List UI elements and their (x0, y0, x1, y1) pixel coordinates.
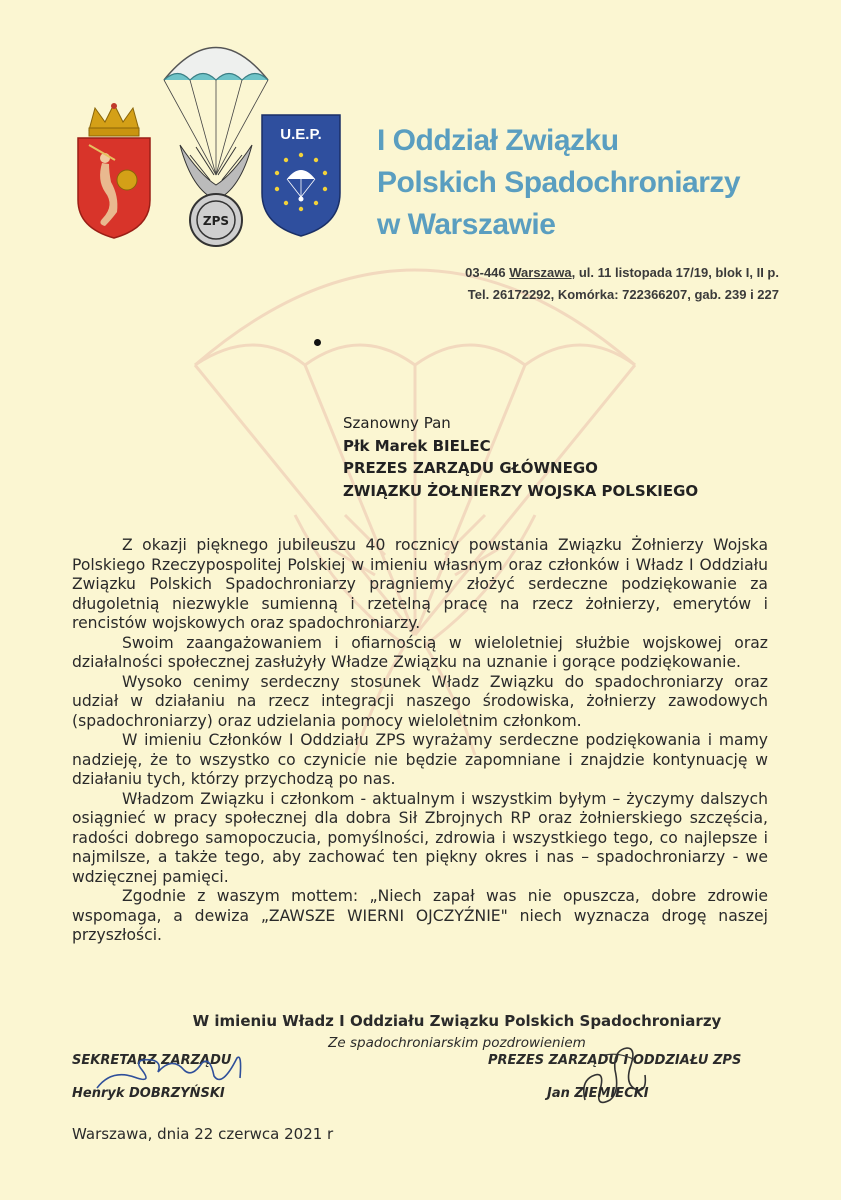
uep-shield-icon (260, 113, 342, 238)
recipient-name: Płk Marek BIELEC (343, 436, 491, 455)
address-prefix: 03-446 (465, 265, 510, 280)
right-signatory-title: PREZES ZARZĄDU I ODDZIAŁU ZPS (488, 1053, 742, 1068)
body-paragraph: Władzom Związku i członkom - aktualnym i wszystkim byłym – życzymy dalszych osiągnieć w pracy społecznej dla dobra Sił Zbrojnych RP oraz żołnierskiego szczęścia, radości dobrego samopoczucia, pomyślności, zdrowia i wszystkiego tego, co najlepsze i najmilsze, a także tego, aby zachować ten piękny okres i nas – spadochroniarzy - we wdzięcznej pamięci. (72, 789, 768, 886)
recipient-position-line-2: ZWIĄZKU ŻOŁNIERZY WOJSKA POLSKIEGO (343, 481, 699, 500)
zps-parachute-emblem-icon (160, 25, 272, 260)
org-title-line-2: Polskich Spadochroniarzy (377, 166, 741, 199)
left-signatory-name: Henryk DOBRZYŃSKI (72, 1086, 225, 1101)
ink-dot (314, 339, 321, 346)
body-paragraph: Swoim zaangażowaniem i ofiarnością w wieloletniej służbie wojskowej oraz działalności społecznej zasłużyły Władze Związku na uznanie i gorące podziękowanie. (72, 633, 768, 671)
address-rest: , ul. 11 listopada 17/19, blok I, II p. (571, 265, 779, 280)
recipient-salutation: Szanowny Pan (343, 414, 451, 432)
recipient-position-line-1: PREZES ZARZĄDU GŁÓWNEGO (343, 459, 598, 477)
right-signatory-name: Jan ZIEMIECKI (547, 1086, 649, 1101)
body-paragraph: Z okazji pięknego jubileuszu 40 rocznicy powstania Związku Żołnierzy Wojska Polskiego Rzeczypospolitej Polskiej w imieniu własnym oraz członków i Władz I Oddziału Związku Polskich Spadochroniarzy pragniemy złożyć serdeczne podziękowanie za długoletnią niezwykle sumienną i rzetelną pracę na rzecz żołnierzy, emerytów i rencistów wojskowych oraz spadochroniarzy. (72, 536, 768, 632)
closing-greeting: Ze spadochroniarskim pozdrowieniem (328, 1035, 586, 1051)
emblem-label: ZPS (202, 214, 230, 228)
address-city: Warszawa (509, 265, 572, 280)
recipient-block (343, 412, 698, 502)
address-block (465, 262, 779, 306)
left-signatory-title: SEKRETARZ ZARZĄDU (72, 1053, 232, 1068)
organization-title (377, 120, 797, 246)
org-title-line-3: w Warszawie (377, 208, 556, 241)
letter-body (72, 536, 768, 946)
letter-date: Warszawa, dnia 22 czerwca 2021 r (72, 1125, 334, 1143)
body-paragraph: Zgodnie z waszym mottem: „Niech zapał was nie opuszcza, dobre zdrowie wspomaga, a dewiza „ZAWSZE WIERNI OJCZYŹNIE" niech wyznacza drogę naszej przyszłości. (72, 887, 768, 944)
phone-line: Tel. 26172292, Komórka: 722366207, gab. 239 i 227 (467, 287, 779, 302)
right-handwritten-signature (575, 1040, 655, 1115)
body-paragraph: W imieniu Członków I Oddziału ZPS wyrażamy serdeczne podziękowania i mamy nadzieję, że to wszystko co czynicie nie będzie zapomniane i znajdzie kontynuację w działaniu tych, którzy przychodzą po nas. (72, 731, 768, 788)
logo-group (75, 25, 355, 260)
closing-on-behalf: W imieniu Władz I Oddziału Związku Polskich Spadochroniarzy (192, 1012, 722, 1030)
uep-label: U.E.P. (280, 126, 322, 143)
org-title-line-1: I Oddział Związku (377, 124, 619, 157)
address-line (465, 262, 779, 284)
body-paragraph: Wysoko cenimy serdeczny stosunek Władz Związku do spadochroniarzy oraz udział w działaniu na rzecz integracji naszego środowiska, żołnierzy zawodowych (spadochroniarzy) oraz udzielania pomocy wieloletnim członkom. (72, 672, 768, 730)
warsaw-coat-of-arms-icon (75, 100, 153, 240)
